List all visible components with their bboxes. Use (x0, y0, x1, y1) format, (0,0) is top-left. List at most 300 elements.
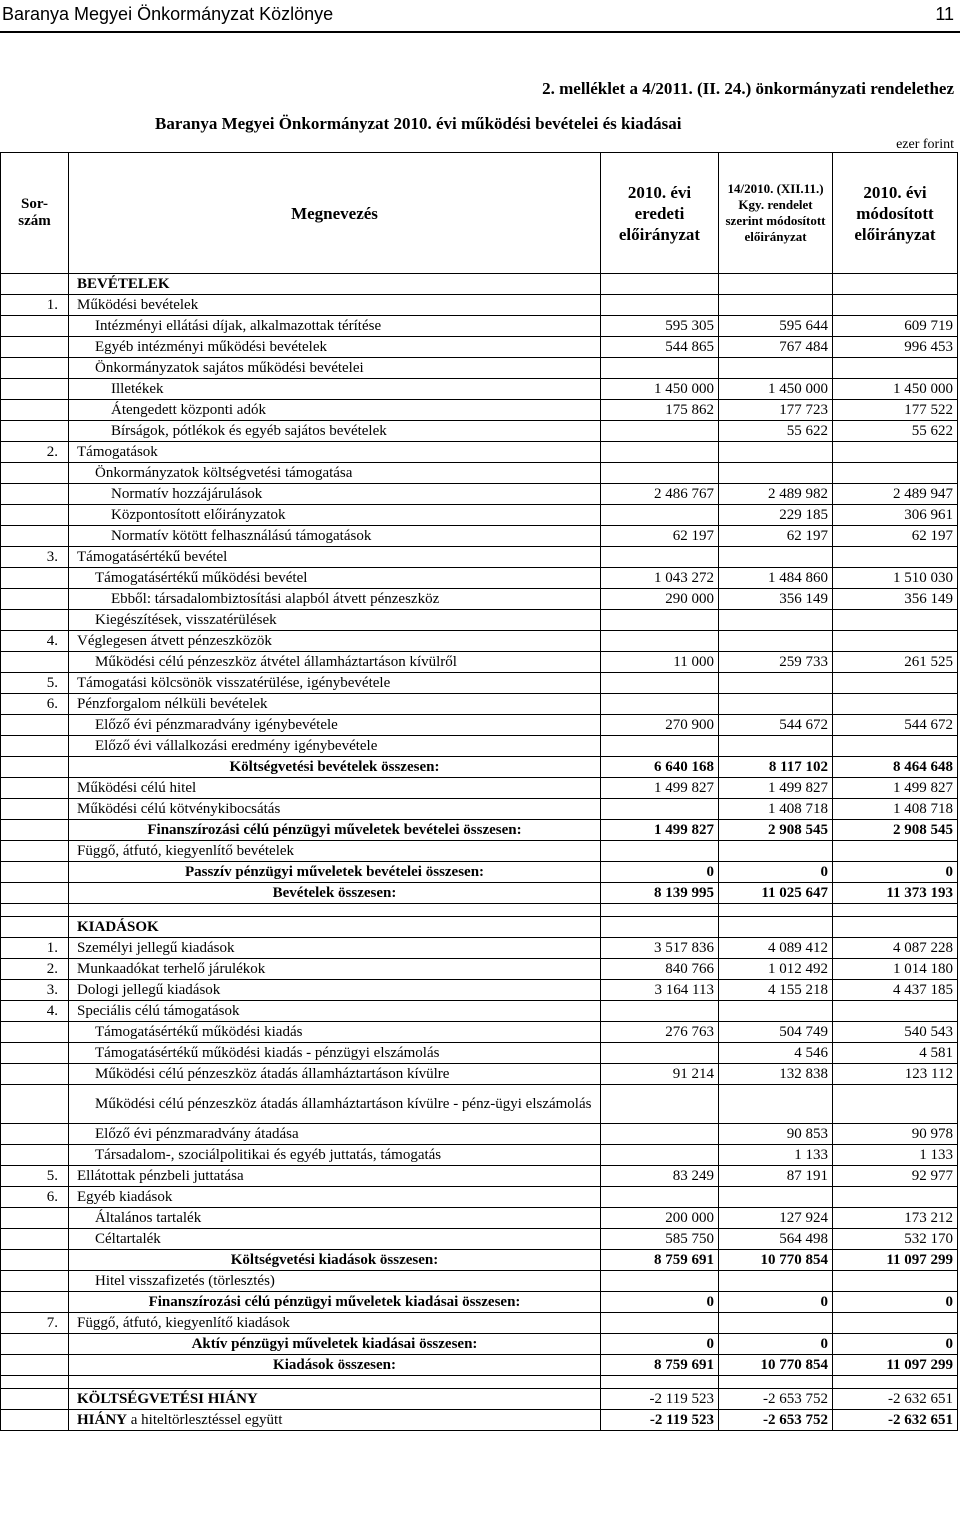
row-name-cell: Működési célú kötvénykibocsátás (69, 799, 601, 820)
modified-value-cell: 90 978 (833, 1124, 958, 1145)
amended-value-cell (719, 1313, 833, 1334)
table-row (1, 610, 958, 631)
amended-value-cell (719, 1271, 833, 1292)
modified-value-cell: 8 464 648 (833, 757, 958, 778)
row-name-cell: Működési célú pénzeszköz átvétel államháztartáson kívülről (69, 652, 601, 673)
row-number-cell (1, 484, 69, 505)
modified-value-cell (833, 631, 958, 652)
modified-value-cell (833, 917, 958, 938)
original-value-cell: 8 759 691 (601, 1250, 719, 1271)
original-value-cell (601, 1085, 719, 1124)
original-value-cell (601, 1124, 719, 1145)
row-name-cell: Intézményi ellátási díjak, alkalmazottak térítése (69, 316, 601, 337)
original-value-cell (601, 463, 719, 484)
row-name-cell: HIÁNY a hiteltörlesztéssel együtt (69, 1410, 601, 1431)
original-value-cell (601, 917, 719, 938)
row-name-cell: Függő, átfutó, kiegyenlítő bevételek (69, 841, 601, 862)
table-row (1, 274, 958, 295)
amended-value-cell (719, 358, 833, 379)
original-value-cell: 276 763 (601, 1022, 719, 1043)
table-row (1, 1376, 958, 1389)
table-row (1, 673, 958, 694)
table-row (1, 1313, 958, 1334)
amended-value-cell (719, 1001, 833, 1022)
row-name-cell: Bírságok, pótlékok és egyéb sajátos bevételek (69, 421, 601, 442)
row-name-cell: Támogatási kölcsönök visszatérülése, igénybevétele (69, 673, 601, 694)
row-name-cell: Költségvetési bevételek összesen: (69, 757, 601, 778)
modified-value-cell: 177 522 (833, 400, 958, 421)
table-row (1, 980, 958, 1001)
journal-title: Baranya Megyei Önkormányzat Közlönye (2, 4, 334, 24)
table-row (1, 1022, 958, 1043)
row-name-cell: KIADÁSOK (69, 917, 601, 938)
table-row (1, 1187, 958, 1208)
table-row (1, 1389, 958, 1410)
table-row (1, 736, 958, 757)
row-name-cell: Finanszírozási célú pénzügyi műveletek bevételei összesen: (69, 820, 601, 841)
amended-value-cell: 356 149 (719, 589, 833, 610)
row-name-cell: Központosított előirányzatok (69, 505, 601, 526)
row-name-cell: Támogatásértékű működési kiadás (69, 1022, 601, 1043)
original-value-cell: 6 640 168 (601, 757, 719, 778)
table-row (1, 694, 958, 715)
row-name-cell: BEVÉTELEK (69, 274, 601, 295)
row-name-cell: Támogatásértékű bevétel (69, 547, 601, 568)
original-value-cell (601, 274, 719, 295)
modified-value-cell: 11 097 299 (833, 1250, 958, 1271)
modified-value-cell: -2 632 651 (833, 1410, 958, 1431)
row-name-cell: Önkormányzatok költségvetési támogatása (69, 463, 601, 484)
row-number-cell (1, 1334, 69, 1355)
row-name-cell: Kiegészítések, visszatérülések (69, 610, 601, 631)
row-number-cell (1, 1145, 69, 1166)
amended-value-cell (719, 917, 833, 938)
original-value-cell (601, 610, 719, 631)
table-row (1, 337, 958, 358)
amended-value-cell: 132 838 (719, 1064, 833, 1085)
amended-value-cell: 10 770 854 (719, 1250, 833, 1271)
row-number-cell: 6. (1, 694, 69, 715)
table-row (1, 526, 958, 547)
modified-value-cell (833, 694, 958, 715)
amended-value-cell: 1 012 492 (719, 959, 833, 980)
original-value-cell (601, 295, 719, 316)
amended-value-cell (719, 1085, 833, 1124)
amended-value-cell: 4 155 218 (719, 980, 833, 1001)
table-header-row (1, 153, 958, 274)
modified-value-cell: 11 097 299 (833, 1355, 958, 1376)
modified-value-cell: 356 149 (833, 589, 958, 610)
row-name-cell: Átengedett központi adók (69, 400, 601, 421)
amended-value-cell: 11 025 647 (719, 883, 833, 904)
row-number-cell (1, 757, 69, 778)
row-name-cell: Aktív pénzügyi műveletek kiadásai összesen: (69, 1334, 601, 1355)
modified-value-cell: 2 908 545 (833, 820, 958, 841)
row-number-cell (1, 1271, 69, 1292)
row-name-cell: Társadalom-, szociálpolitikai és egyéb juttatás, támogatás (69, 1145, 601, 1166)
row-number-cell: 2. (1, 959, 69, 980)
table-row (1, 799, 958, 820)
amended-value-cell: 229 185 (719, 505, 833, 526)
row-name-cell (69, 904, 601, 917)
row-number-cell (1, 526, 69, 547)
amended-value-cell: 544 672 (719, 715, 833, 736)
row-number-cell (1, 715, 69, 736)
amended-value-cell (719, 694, 833, 715)
modified-value-cell: 1 133 (833, 1145, 958, 1166)
column-header-original: 2010. évi eredeti előirányzat (601, 153, 719, 274)
amended-value-cell: 595 644 (719, 316, 833, 337)
modified-value-cell: 4 437 185 (833, 980, 958, 1001)
row-number-cell: 3. (1, 980, 69, 1001)
original-value-cell: -2 119 523 (601, 1389, 719, 1410)
amended-value-cell: 8 117 102 (719, 757, 833, 778)
original-value-cell: 840 766 (601, 959, 719, 980)
document-title: Baranya Megyei Önkormányzat 2010. évi működési bevételei és kiadásai (155, 114, 682, 133)
table-row (1, 841, 958, 862)
original-value-cell: 1 450 000 (601, 379, 719, 400)
amended-value-cell (719, 736, 833, 757)
row-number-cell: 4. (1, 631, 69, 652)
modified-value-cell (833, 547, 958, 568)
original-value-cell: 290 000 (601, 589, 719, 610)
table-row (1, 400, 958, 421)
row-number-cell: 5. (1, 673, 69, 694)
row-name-cell: Működési célú hitel (69, 778, 601, 799)
amended-value-cell (719, 1187, 833, 1208)
row-number-cell (1, 1208, 69, 1229)
row-name-cell: Önkormányzatok sajátos működési bevételei (69, 358, 601, 379)
table-row (1, 778, 958, 799)
row-number-cell (1, 904, 69, 917)
modified-value-cell: 4 581 (833, 1043, 958, 1064)
row-name-cell: Támogatásértékű működési bevétel (69, 568, 601, 589)
modified-value-cell: 11 373 193 (833, 883, 958, 904)
table-row (1, 652, 958, 673)
amended-value-cell: 1 408 718 (719, 799, 833, 820)
original-value-cell (601, 421, 719, 442)
amended-value-cell (719, 442, 833, 463)
amended-value-cell: 127 924 (719, 1208, 833, 1229)
original-value-cell (601, 1187, 719, 1208)
table-row (1, 463, 958, 484)
table-row (1, 442, 958, 463)
original-value-cell (601, 673, 719, 694)
modified-value-cell: 996 453 (833, 337, 958, 358)
amended-value-cell: 504 749 (719, 1022, 833, 1043)
row-name-cell: Függő, átfutó, kiegyenlítő kiadások (69, 1313, 601, 1334)
amended-value-cell (719, 1376, 833, 1389)
amended-value-cell: 1 484 860 (719, 568, 833, 589)
row-number-cell: 1. (1, 938, 69, 959)
original-value-cell: 175 862 (601, 400, 719, 421)
modified-value-cell: -2 632 651 (833, 1389, 958, 1410)
amended-value-cell (719, 274, 833, 295)
row-name-cell: Bevételek összesen: (69, 883, 601, 904)
original-value-cell: 1 499 827 (601, 778, 719, 799)
amended-value-cell (719, 610, 833, 631)
original-value-cell: 544 865 (601, 337, 719, 358)
row-name-cell: Ebből: társadalombiztosítási alapból átvett pénzeszköz (69, 589, 601, 610)
original-value-cell: 1 499 827 (601, 820, 719, 841)
table-row (1, 1124, 958, 1145)
original-value-cell: 585 750 (601, 1229, 719, 1250)
budget-table (0, 152, 958, 1431)
original-value-cell: 0 (601, 1292, 719, 1313)
original-value-cell (601, 631, 719, 652)
table-row (1, 1064, 958, 1085)
row-number-cell: 3. (1, 547, 69, 568)
modified-value-cell: 261 525 (833, 652, 958, 673)
modified-value-cell: 4 087 228 (833, 938, 958, 959)
row-name-cell: Véglegesen átvett pénzeszközök (69, 631, 601, 652)
amended-value-cell: 2 908 545 (719, 820, 833, 841)
table-row (1, 820, 958, 841)
table-row (1, 421, 958, 442)
row-name-cell: Hitel visszafizetés (törlesztés) (69, 1271, 601, 1292)
modified-value-cell: 55 622 (833, 421, 958, 442)
row-number-cell (1, 568, 69, 589)
amended-value-cell (719, 463, 833, 484)
unit-label: ezer forint (896, 137, 954, 152)
table-row (1, 295, 958, 316)
row-number-cell (1, 1064, 69, 1085)
modified-value-cell: 540 543 (833, 1022, 958, 1043)
modified-value-cell (833, 1376, 958, 1389)
modified-value-cell: 1 510 030 (833, 568, 958, 589)
table-row (1, 1085, 958, 1124)
row-number-cell: 7. (1, 1313, 69, 1334)
modified-value-cell: 62 197 (833, 526, 958, 547)
amended-value-cell (719, 904, 833, 917)
row-number-cell (1, 379, 69, 400)
modified-value-cell (833, 1001, 958, 1022)
original-value-cell (601, 505, 719, 526)
row-number-cell (1, 652, 69, 673)
modified-value-cell (833, 442, 958, 463)
amended-value-cell: 87 191 (719, 1166, 833, 1187)
modified-value-cell: 0 (833, 1292, 958, 1313)
original-value-cell (601, 694, 719, 715)
modified-value-cell: 1 450 000 (833, 379, 958, 400)
table-row (1, 1145, 958, 1166)
modified-value-cell (833, 358, 958, 379)
row-number-cell (1, 274, 69, 295)
original-value-cell: 0 (601, 862, 719, 883)
column-header-name: Megnevezés (69, 153, 601, 274)
modified-value-cell: 123 112 (833, 1064, 958, 1085)
amended-value-cell: 564 498 (719, 1229, 833, 1250)
row-number-cell (1, 1229, 69, 1250)
modified-value-cell: 532 170 (833, 1229, 958, 1250)
row-name-cell: Finanszírozási célú pénzügyi műveletek kiadásai összesen: (69, 1292, 601, 1313)
original-value-cell: 11 000 (601, 652, 719, 673)
row-number-cell (1, 778, 69, 799)
row-number-cell (1, 610, 69, 631)
page-running-header (0, 0, 960, 33)
row-number-cell: 6. (1, 1187, 69, 1208)
amended-value-cell: 259 733 (719, 652, 833, 673)
row-number-cell (1, 1085, 69, 1124)
modified-value-cell: 0 (833, 1334, 958, 1355)
modified-value-cell (833, 295, 958, 316)
original-value-cell (601, 799, 719, 820)
original-value-cell: 2 486 767 (601, 484, 719, 505)
table-row (1, 505, 958, 526)
modified-value-cell (833, 841, 958, 862)
table-row (1, 904, 958, 917)
row-number-cell (1, 421, 69, 442)
table-row (1, 1355, 958, 1376)
original-value-cell: -2 119 523 (601, 1410, 719, 1431)
row-name-cell: Ellátottak pénzbeli juttatása (69, 1166, 601, 1187)
amended-value-cell (719, 673, 833, 694)
row-name-cell: Egyéb intézményi működési bevételek (69, 337, 601, 358)
annex-title: 2. melléklet a 4/2011. (II. 24.) önkormányzati rendelethez (542, 79, 954, 98)
row-name-cell: Pénzforgalom nélküli bevételek (69, 694, 601, 715)
row-number-cell (1, 1355, 69, 1376)
modified-value-cell: 1 014 180 (833, 959, 958, 980)
row-number-cell (1, 1022, 69, 1043)
row-number-cell: 1. (1, 295, 69, 316)
amended-value-cell: 62 197 (719, 526, 833, 547)
original-value-cell (601, 1001, 719, 1022)
table-row (1, 1043, 958, 1064)
row-number-cell (1, 358, 69, 379)
table-row (1, 589, 958, 610)
table-row (1, 631, 958, 652)
original-value-cell (601, 841, 719, 862)
table-row (1, 379, 958, 400)
table-row (1, 883, 958, 904)
row-number-cell (1, 917, 69, 938)
amended-value-cell: 0 (719, 1292, 833, 1313)
amended-value-cell: 4 546 (719, 1043, 833, 1064)
amended-value-cell: 1 450 000 (719, 379, 833, 400)
amended-value-cell: 1 499 827 (719, 778, 833, 799)
modified-value-cell: 1 499 827 (833, 778, 958, 799)
column-header-modified: 2010. évi módosított előirányzat (833, 153, 958, 274)
row-number-cell (1, 820, 69, 841)
row-number-cell (1, 337, 69, 358)
amended-value-cell: 1 133 (719, 1145, 833, 1166)
column-header-amended-decree: 14/2010. (XII.11.) Kgy. rendelet szerint módosított előirányzat (719, 153, 833, 274)
modified-value-cell (833, 1313, 958, 1334)
original-value-cell: 8 139 995 (601, 883, 719, 904)
row-number-cell (1, 841, 69, 862)
modified-value-cell (833, 1187, 958, 1208)
table-row (1, 757, 958, 778)
row-name-cell: Passzív pénzügyi műveletek bevételei összesen: (69, 862, 601, 883)
row-name-cell: Általános tartalék (69, 1208, 601, 1229)
modified-value-cell: 544 672 (833, 715, 958, 736)
amended-value-cell: 177 723 (719, 400, 833, 421)
original-value-cell (601, 442, 719, 463)
row-name-cell (69, 1376, 601, 1389)
modified-value-cell (833, 673, 958, 694)
modified-value-cell: 2 489 947 (833, 484, 958, 505)
row-number-cell (1, 1376, 69, 1389)
amended-value-cell: -2 653 752 (719, 1389, 833, 1410)
row-number-cell (1, 883, 69, 904)
original-value-cell: 270 900 (601, 715, 719, 736)
amended-value-cell: 90 853 (719, 1124, 833, 1145)
table-row (1, 547, 958, 568)
row-name-cell: Előző évi vállalkozási eredmény igénybevétele (69, 736, 601, 757)
amended-value-cell (719, 631, 833, 652)
row-number-cell (1, 1389, 69, 1410)
row-name-cell: KÖLTSÉGVETÉSI HIÁNY (69, 1389, 601, 1410)
modified-value-cell (833, 1271, 958, 1292)
amended-value-cell: 2 489 982 (719, 484, 833, 505)
table-row (1, 1208, 958, 1229)
row-name-cell: Normatív hozzájárulások (69, 484, 601, 505)
row-name-cell: Illetékek (69, 379, 601, 400)
original-value-cell (601, 1376, 719, 1389)
modified-value-cell: 609 719 (833, 316, 958, 337)
original-value-cell (601, 547, 719, 568)
modified-value-cell: 306 961 (833, 505, 958, 526)
table-row (1, 358, 958, 379)
row-number-cell (1, 400, 69, 421)
table-row (1, 1001, 958, 1022)
original-value-cell: 595 305 (601, 316, 719, 337)
table-row (1, 938, 958, 959)
row-number-cell (1, 505, 69, 526)
original-value-cell: 0 (601, 1334, 719, 1355)
table-row (1, 1271, 958, 1292)
modified-value-cell: 1 408 718 (833, 799, 958, 820)
table-row (1, 862, 958, 883)
amended-value-cell: 767 484 (719, 337, 833, 358)
row-name-cell: Céltartalék (69, 1229, 601, 1250)
original-value-cell (601, 1313, 719, 1334)
row-name-cell: Személyi jellegű kiadások (69, 938, 601, 959)
row-number-cell: 2. (1, 442, 69, 463)
row-number-cell (1, 1250, 69, 1271)
modified-value-cell: 0 (833, 862, 958, 883)
modified-value-cell (833, 463, 958, 484)
modified-value-cell (833, 1085, 958, 1124)
row-number-cell (1, 799, 69, 820)
amended-value-cell: -2 653 752 (719, 1410, 833, 1431)
original-value-cell: 3 164 113 (601, 980, 719, 1001)
original-value-cell: 91 214 (601, 1064, 719, 1085)
row-number-cell (1, 1124, 69, 1145)
table-row (1, 1292, 958, 1313)
table-row (1, 959, 958, 980)
amended-value-cell: 0 (719, 862, 833, 883)
row-number-cell (1, 463, 69, 484)
row-name-cell: Munkaadókat terhelő járulékok (69, 959, 601, 980)
column-header-no: Sor-szám (1, 153, 69, 274)
row-name-cell: Támogatások (69, 442, 601, 463)
amended-value-cell (719, 295, 833, 316)
row-name-cell: Támogatásértékű működési kiadás - pénzügyi elszámolás (69, 1043, 601, 1064)
original-value-cell: 62 197 (601, 526, 719, 547)
original-value-cell (601, 1145, 719, 1166)
amended-value-cell: 0 (719, 1334, 833, 1355)
row-name-cell: Működési célú pénzeszköz átadás államháztartáson kívülre (69, 1064, 601, 1085)
row-number-cell (1, 736, 69, 757)
table-row (1, 1229, 958, 1250)
amended-value-cell: 4 089 412 (719, 938, 833, 959)
modified-value-cell: 173 212 (833, 1208, 958, 1229)
original-value-cell: 200 000 (601, 1208, 719, 1229)
page-number: 11 (935, 4, 954, 24)
row-name-cell: Dologi jellegű kiadások (69, 980, 601, 1001)
amended-value-cell: 10 770 854 (719, 1355, 833, 1376)
